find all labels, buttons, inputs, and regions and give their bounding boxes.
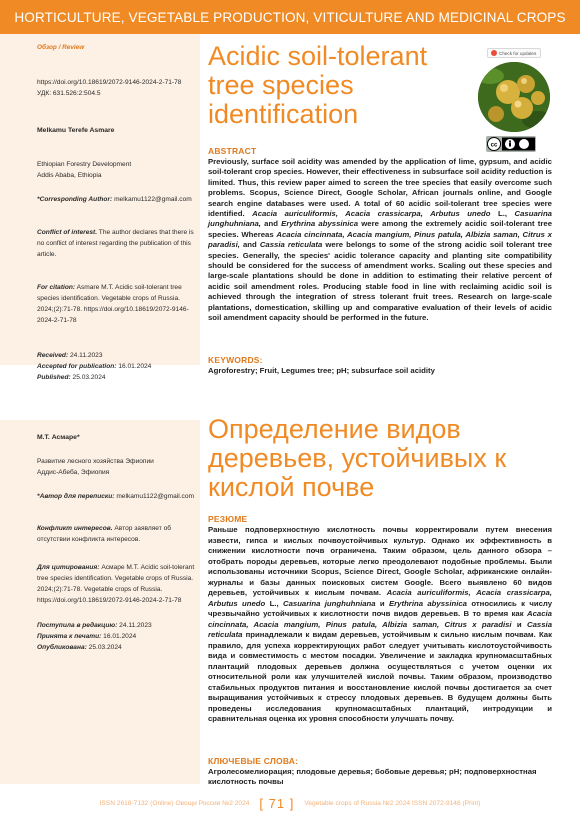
- citation-ru: [37, 562, 197, 606]
- affiliation-line-2: Addis Ababa, Ethiopia: [37, 172, 102, 179]
- published-date: [37, 372, 197, 383]
- species-list-1: Acacia auriculiformis, Acacia crassicarpa, Arbutus unedo: [252, 209, 491, 219]
- resume-species-5: Cassia reticulata: [208, 619, 553, 639]
- check-updates-label: Check for updates: [499, 50, 537, 56]
- corresponding-author-ru: [37, 491, 197, 502]
- author-name-en: Melkamu Terefe Asmare: [37, 127, 115, 134]
- accepted-label: Accepted for publication:: [37, 363, 117, 370]
- page-footer: [0, 786, 580, 820]
- published-ru-label: Опубликована:: [37, 644, 87, 651]
- udc-code: УДК: 631.526:2:504.5: [37, 90, 101, 97]
- abstract-part-2: L.,: [497, 209, 508, 219]
- footer-issn-right: Vegetable crops of Russia №2 2024 ISSN 2072-9146 (Print): [304, 799, 481, 807]
- resume-heading: РЕЗЮМЕ: [208, 514, 248, 524]
- resume-part-5: и: [516, 619, 522, 629]
- citation-label: For citation:: [37, 284, 76, 291]
- abstract-part-5: and: [242, 240, 257, 250]
- citation-ru-label: Для цитирования:: [37, 564, 100, 571]
- abstract-part-1: Previously, surface soil acidity was amended by the application of lime, gypsum, and acidic soil-tolerant crop species. However, their effectiveness in subsurface soil acidity reduction is limited. Thus, this review paper aimed to screen the tree species that easily overcome such problems. Scopus, Science Direct, Google Scholar, African journals online, and Google search engine databases were used. A total of 60 acidic soil-tolerant tree species were identified.: [208, 157, 552, 219]
- resume-species-4: Acacia cincinnata, Acacia mangium, Pinus patula, Albizia saman, Citrus x paradisi: [208, 609, 552, 629]
- resume-species-1: Acacia auriculiformis, Acacia crassicarpa, Arbutus unedo: [208, 588, 552, 608]
- keywords-ru: Агролесомелиорация; плодовые деревья; бобовые деревья; pH; подповерхностная кислотность почвы: [208, 767, 537, 787]
- abstract-text-ru: [208, 525, 552, 725]
- creative-commons-license-badge[interactable]: [486, 136, 536, 152]
- corr-email[interactable]: melkamu1122@gmail.com: [114, 196, 192, 203]
- accepted-date: [37, 361, 197, 372]
- resume-part-3: и: [379, 598, 385, 608]
- journal-section-title: HORTICULTURE, VEGETABLE PRODUCTION, VITICULTURE AND MEDICINAL CROPS: [14, 9, 566, 25]
- affiliation-line-1: Ethiopian Forestry Development: [37, 161, 132, 168]
- received-value: 24.11.2023: [70, 352, 103, 359]
- species-list-3: Erythrina abyssinica: [281, 219, 359, 229]
- conflict-ru-text: Автор заявляет об отсутствии конфликта интересов.: [37, 525, 172, 543]
- citation-ru-text: Асмаре М.Т. Acidic soil-tolerant tree species identification. Vegetable crops of Russia. 2024;(2):71-78. Vegetable crops of Russia. https://doi.org/10.18619/2072-9146-2024-2-71-78: [37, 564, 195, 604]
- received-date-ru: [37, 620, 197, 631]
- abstract-part-4: were among the extremely acidic soil-tolerant tree species. Whereas: [208, 219, 553, 239]
- received-ru-label: Поступила в редакцию:: [37, 622, 118, 629]
- species-list-4: Acacia cincinnata, Acacia mangium, Pinus patula, Albizia saman, Citrus x paradisi,: [208, 229, 552, 250]
- corr-ru-label: *Автор для переписки:: [37, 493, 115, 500]
- fruit-tree-photo: [478, 62, 550, 132]
- abstract-part-6: were belongs to some of the strong acidic soil tolerant tree species. Generally, the species' acidic tolerance capacity and planting site compatibility should be considered for the success of amendment works. Scaling out these species and large-scale plantations should be done in addition to estimating their relative percent of acidic soil amendment roles. Producing stable food in line with reclaiming acidic soil is achieved through the integration of stress tolerant fruit trees. Research on large-scale plantations, domestication, skilling up and comparative evaluation of their levels of acidic soil amendment capacity should be performed in the future.: [208, 240, 553, 323]
- article-type: Обзор / Review: [37, 44, 85, 51]
- corr-ru-email[interactable]: melkamu1122@gmail.com: [116, 493, 194, 500]
- published-label: Published:: [37, 374, 71, 381]
- conflict-label: Conflict of interest.: [37, 229, 98, 236]
- received-ru-value: 24.11.2023: [119, 622, 152, 629]
- citation: [37, 282, 197, 326]
- keywords-ru-heading: КЛЮЧЕВЫЕ СЛОВА:: [208, 756, 299, 766]
- page-number: [ 71 ]: [259, 795, 295, 811]
- published-date-ru: [37, 642, 197, 653]
- received-label: Received:: [37, 352, 69, 359]
- conflict-ru-label: Конфликт интересов.: [37, 525, 113, 532]
- species-list-2: Casuarina junghuhniana,: [208, 209, 552, 229]
- conflict-text: The author declares that there is no conflict of interest regarding the publication of this article.: [37, 229, 194, 258]
- journal-section-header: [0, 0, 580, 34]
- doi-link[interactable]: https://doi.org/10.18619/2072-9146-2024-2-71-78: [37, 79, 182, 86]
- received-date: [37, 350, 197, 361]
- affiliation-ru-line-1: Развитие лесного хозяйства Эфиопии: [37, 458, 154, 465]
- resume-part-1: Раньше подповерхностную кислотность почвы корректировали путем внесения извести, гипса и кислых почвоустойчивых культур. Однако их эффективность в снижении кислотности почв ограничена. Таким образом, цель данного обзора – отобрать породы деревьев, которые легко преодолевают подобные проблемы. Были использованы источники Scopus, Science Direct, Google Scholar, африканские онлайн-журналы и базы данных поисковых систем Google. Всего выявлено 60 видов деревьев, устойчивых к кислым почвам.: [208, 525, 552, 597]
- keywords-heading: KEYWORDS:: [208, 355, 263, 365]
- accepted-ru-label: Принята к печати:: [37, 633, 102, 640]
- abstract-text-en: [208, 157, 552, 324]
- published-ru-value: 25.03.2024: [88, 644, 122, 651]
- resume-species-3: Erythrina abyssinica: [389, 598, 467, 608]
- resume-part-4: относились к числу чрезвычайно устойчивых к кислотности почв видов деревьев. В то время как: [208, 598, 553, 618]
- accepted-value: 16.01.2024: [118, 363, 152, 370]
- accepted-ru-value: 16.01.2024: [103, 633, 137, 640]
- keywords-en: Agroforestry; Fruit, Legumes tree; pH; subsurface soil acidity: [208, 366, 435, 375]
- accepted-date-ru: [37, 631, 197, 642]
- conflict-of-interest-ru: [37, 523, 197, 545]
- author-name-ru: М.Т. Асмаре*: [37, 434, 80, 441]
- conflict-of-interest: [37, 227, 197, 260]
- article-title-ru: Определение видов деревьев, устойчивых к кислой почве: [208, 414, 507, 502]
- corresponding-author: [37, 194, 197, 205]
- article-title-en: Acidic soil-tolerant tree species identification: [208, 41, 428, 129]
- svg-text:cc: cc: [490, 142, 498, 149]
- abstract-part-3: and: [264, 219, 278, 229]
- affiliation-ru-line-2: Аддис-Абеба, Эфиопия: [37, 469, 110, 476]
- resume-part-2: L.,: [269, 598, 279, 608]
- crossmark-icon: [491, 50, 497, 56]
- footer-issn-left: ISSN 2618-7132 (Online) Овощи России №2 2024: [99, 799, 250, 807]
- citation-text: Asmare M.T. Acidic soil-tolerant tree species identification. Vegetable crops of Russia. 2024;(2):71-78. https://doi.org/10.18619/2072-9146-2024-2-71-78: [37, 284, 189, 324]
- species-list-5: Cassia reticulata: [259, 240, 323, 250]
- resume-part-6: принадлежали к видам деревьев, устойчивым к сильно кислым почвам. Как правило, для успеха корректирующих работ следует учитывать кислотоустойчивость вида и совместимость с местом посадки. Увеличение и закладка крупномасштабных плантаций плодовых деревьев должна осуществляться с учетом оценки их относительной роли как улучшителей кислой почвы. Таким образом, производство стабильных продуктов питания и восстановление кислой почвы достигается за счет выращивания устойчивых к стрессу плодовых деревьев. В будущем должны быть проведены исследования крупномасштабных плантаций, интродукции и сравнительная оценка их уровня способности улучшать почву.: [208, 630, 552, 723]
- check-for-updates-button[interactable]: [487, 48, 541, 58]
- resume-species-2: Casuarina junghuhniana: [282, 598, 376, 608]
- published-value: 25.03.2024: [72, 374, 106, 381]
- corr-label: *Corresponding Author:: [37, 196, 113, 203]
- abstract-heading: ABSTRACT: [208, 146, 257, 156]
